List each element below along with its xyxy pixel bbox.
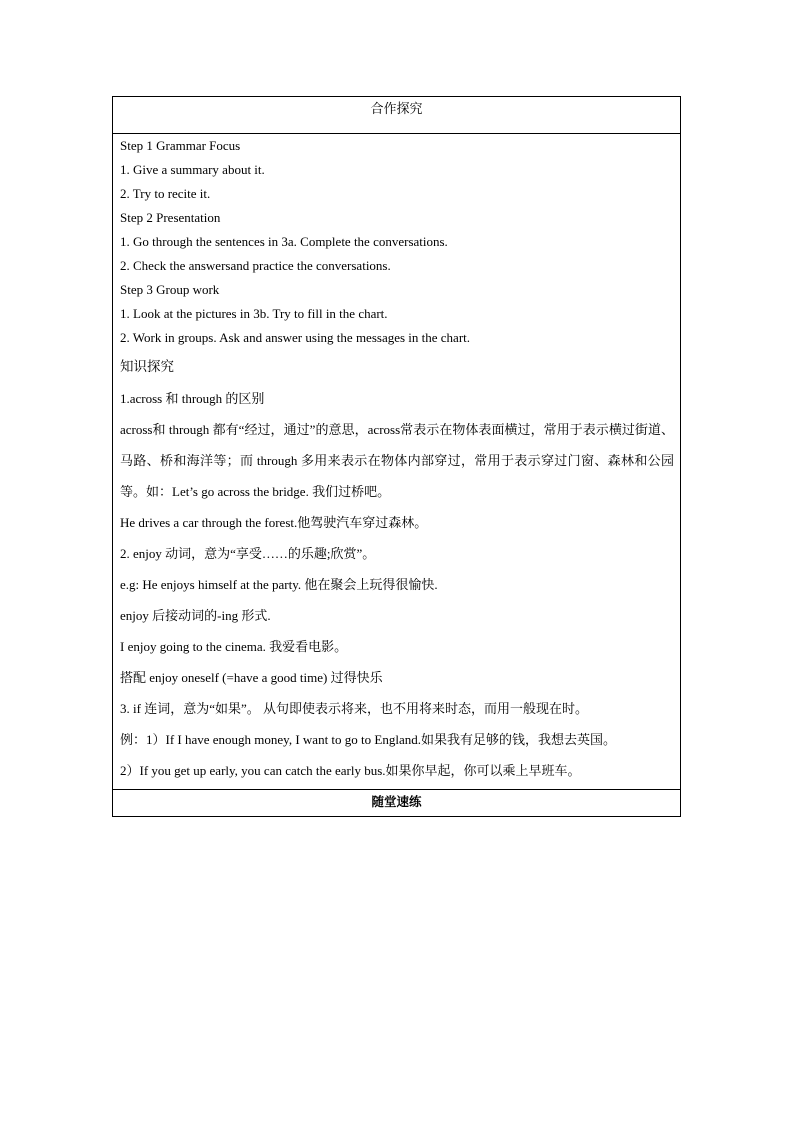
- item2-note: enjoy 后接动词的-ing 形式.: [120, 608, 271, 623]
- step-line: 1. Give a summary about it.: [120, 162, 265, 177]
- step-line: 2. Try to recite it.: [120, 186, 211, 201]
- item2-collocation: 搭配 enjoy oneself (=have a good time) 过得快乐: [120, 670, 383, 685]
- item3-heading: 3. if 连词，意为“如果”。 从句即使表示将来，也不用将来时态，而用一般现在时。: [120, 701, 588, 716]
- knowledge-section: [120, 350, 674, 786]
- step-line: 1. Go through the sentences in 3a. Complete the conversations.: [120, 234, 448, 249]
- item1-heading: 1.across 和 through 的区别: [120, 391, 265, 406]
- knowledge-title: 知识探究: [120, 359, 174, 374]
- footer-cell: [113, 790, 681, 817]
- item1-example: He drives a car through the forest.他驾驶汽车穿过森林。: [120, 515, 428, 530]
- header-row: [113, 97, 681, 134]
- content-cell: [113, 134, 681, 790]
- step-line: 2. Check the answersand practice the conversations.: [120, 258, 391, 273]
- item2-heading: 2. enjoy 动词，意为“享受……的乐趣;欣赏”。: [120, 546, 376, 561]
- step-line: Step 3 Group work: [120, 282, 220, 297]
- step-line: 1. Look at the pictures in 3b. Try to fill in the chart.: [120, 306, 388, 321]
- item1-body: across和 through 都有“经过，通过”的意思，across常表示在物体表面横过，常用于表示横过街道、马路、桥和海洋等；而 through 多用来表示在物体内部穿过，常用于表示穿过门窗、森林和公园等。如：Let’s go across the bridge. 我们过桥吧。: [120, 422, 674, 499]
- header-cell: [113, 97, 681, 134]
- item2-example: e.g: He enjoys himself at the party. 他在聚会上玩得很愉快.: [120, 577, 438, 592]
- section-title-practice: 随堂速练: [371, 795, 422, 809]
- step-line: 2. Work in groups. Ask and answer using the messages in the chart.: [120, 330, 471, 345]
- step-line: Step 1 Grammar Focus: [120, 138, 241, 153]
- section-title-cooperative-inquiry: 合作探究: [370, 101, 423, 116]
- worksheet-table: [112, 96, 681, 817]
- steps-list: [120, 134, 674, 350]
- content-row: [113, 134, 681, 790]
- footer-row: [113, 790, 681, 817]
- item3-example: 2）If you get up early, you can catch the early bus.如果你早起，你可以乘上早班车。: [120, 763, 581, 778]
- step-line: Step 2 Presentation: [120, 210, 221, 225]
- item3-example: 例：1）If I have enough money, I want to go to England.如果我有足够的钱，我想去英国。: [120, 732, 616, 747]
- item2-example: I enjoy going to the cinema. 我爱看电影。: [120, 639, 348, 654]
